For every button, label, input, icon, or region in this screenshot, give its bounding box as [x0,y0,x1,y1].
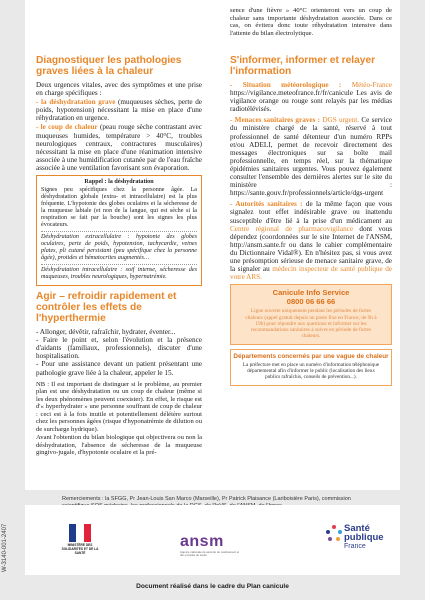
dehydration-label: - la déshydratation grave [36,98,116,107]
dehydration-paragraph [36,98,202,122]
departements-text: La préfecture met en place un numéro d'information téléphonique départemental afin d'informer le public (localisation des lieux publics rafraîchis, conseils de prévention...). [242,361,380,381]
canicule-info-title: Canicule Info Service [272,288,350,298]
ministry-text: MINISTÈRE DES SOLIDARITÉS ET DE LA SANTÉ [61,543,99,555]
meteo-text: https://vigilance.meteofrance.fr/fr/canicule Les avis de vigilance orange ou rouge sont relayés par les médias radiotélévisés. [230,89,392,114]
sanitary-label: - Menaces sanitaires graves : [230,116,321,125]
rappel-p2: Déshydratation extracellulaire : hypotonie des globes oculaires, perte de poids, hypotension, tachycardie, veines plates, pli cutané persistant (peu spécifique chez la personne âgée), protides et hématocrites augmentés… [41,234,197,262]
intro-text: Deux urgences vitales, avec des symptômes et une prise en charge spécifiques : [36,81,202,98]
section-title-diagnose: Diagnostiquer les pathologies graves liées à la chaleur [36,55,182,77]
sp-word-1: Santé [344,523,370,534]
rappel-divider [41,231,197,232]
sante-publique-dots-icon [324,524,344,544]
sanitary-paragraph [230,116,392,197]
ansm-wordmark: ansm [180,533,224,550]
left-column [36,55,202,458]
meteo-label: - Situation météorologique : [230,81,342,89]
flag-icon [69,524,91,542]
republique-francaise-logo [59,520,101,562]
right-column [230,7,392,386]
authorities-label: - Autorités sanitaires : [230,200,303,209]
authorities-link[interactable]: Centre régional de pharmacovigilance [230,224,354,233]
rappel-p1: Signes peu spécifiques chez la personne âgée. La déshydratation globale (extra- et intracellulaire) est la plus fréquente. L'hypotonie des globes oculaires et la sécheresse de la muqueuse labiale (et non de la langue, qui est sèche si la respiration se fait par la bouche) sont les signes les plus évocateurs. [41,187,197,229]
canicule-info-number[interactable]: 0800 06 66 66 [286,297,336,307]
nb-text: NB : Il est important de distinguer si le problème, au premier plan est une déshydratation ou un coup de chaleur (même si les deux phénomènes peuvent coexister). En effet, le risque est d'« hyperhydrater » une personne souffrant de coup de chaleur : ceci est à la fois inutile et potentiellement délétère surtout chez les personnes âgées (risque d'hyponatrémie de dilution ou de surcharge hydrique). [36,380,202,433]
sp-word-2: publique [344,532,384,543]
heatstroke-paragraph [36,123,202,172]
action-item: - Pour une assistance devant un patient présentant une pathologie grave liée à la chaleur, appeler le 15. [36,360,202,377]
action-item: - Faire le point et, selon l'évolution et la présence d'aidants (familiaux, professionnels), discuter d'une hospitalisation. [36,336,202,361]
authorities-paragraph [230,200,392,281]
sanitary-link[interactable]: DGS urgent. [320,116,360,125]
canicule-info-text: Ligne ouverte uniquement pendant les périodes de fortes chaleurs (appel gratuit depuis un poste fixe en France, de 9h à 19h) pour répondre aux questions et informer sur les recommandations sanitaires à suivre en période de fortes chaleurs. [245,308,377,340]
heatstroke-text: (peau rouge sèche contrastant avec muqueuses humides, température > 40°C, troubles neurologiques centraux, contractures musculaires) nécessitant la mise en place d'une réanimation intensive associée à une humidification cutanée par de l'eau fraîche associée à une ventilation favorisant son évaporation. [36,123,202,172]
dehydration-text: (muqueuses sèches, perte de poids, hypotension) nécessitant la mise en place d'une réhydratation en urgence. [36,98,202,123]
ansm-logo [180,533,240,563]
authorities-text2: dont vous dépendez (coordonnées sur le site Internet de l'ANSM, http://ansm.sante.fr ou dans le cahier complémentaire du Dictionnaire Vidal®). En n'hésitez pas, si vous avez une présomption sérieuse de menace sanitaire grave, de la signaler au [230,224,393,274]
rappel-divider [41,264,197,265]
departements-box [230,349,392,386]
action-item: - Allonger, dévêtir, rafraîchir, hydrater, éventer... [36,328,176,337]
rappel-title: Rappel : la déshydratation [84,179,154,186]
document-footer: Document réalisé dans le cadre du Plan canicule [136,583,289,590]
sante-publique-france-logo [318,518,388,568]
section-title-inform: S'informer, informer et relayer l'information [230,55,376,77]
meteo-paragraph [230,81,392,113]
departements-title: Départements concernés par une vague de chaleur [233,352,389,360]
sante-publique-wordmark [344,524,384,542]
ansm-subtitle: Agence nationale de sécurité du médicament et des produits de santé [180,550,240,558]
heatstroke-label: - le coup de chaleur [36,123,98,132]
continuation-text: sence d'une fièvre » 40°C orienteront vers un coup de chaleur sans importante déshydratation associée. Dans ce cas, on évitera donc toute réhydratation intensive dans l'attente du bilan électrolytique. [230,7,392,37]
authorities-text: de la même façon que vous signalez tout effet indésirable grave ou inattendu susceptible d'être lié à la prise d'un médicament au [230,200,392,225]
section-title-act: Agir – refroidir rapidement et contrôler les effets de l'hyperthermie [36,291,177,325]
meteo-link[interactable]: Météo-France [341,81,392,89]
rappel-p3: Déshydratation intracellulaire : soif intense, sécheresse des muqueuses, troubles neurologiques, hypernatrémie. [41,267,197,281]
nb2-text: Avant l'obtention du bilan biologique qui objectivera ou non la déshydratation, l'absence de sécheresse de la muqueuse gingivo-jugale, d'hypotonie oculaire et la pré- [36,434,202,457]
sanitary-text: Ce service du ministère chargé de la santé, réservé à tout professionnel de santé détenteur d'un numéro RPPs et/ou ADELI, permet de recevoir directement des messages électroniques sur sa boîte mail professionnelle, en temps réel, sur la thématique épidémies sanitaires urgentes. Vous pouvez également consulter l'ensemble des dernières alertes sur le site du ministère : https://sante.gouv.fr/professionnels/article/dgs-urgent [230,116,392,198]
sp-france: France [344,543,366,550]
reference-code: W-3140-001-2407 [2,523,8,572]
authorities-link2[interactable]: médecin inspecteur de santé publique de votre ARS. [230,265,392,282]
rappel-box [36,175,202,286]
canicule-info-box [230,284,392,344]
thanks-text: Remerciements : la SFGG, Pr Jean-Louis San Marco (Marseille), Pr Patrick Plaisance (Lariboisière Paris), commission [62,496,351,502]
